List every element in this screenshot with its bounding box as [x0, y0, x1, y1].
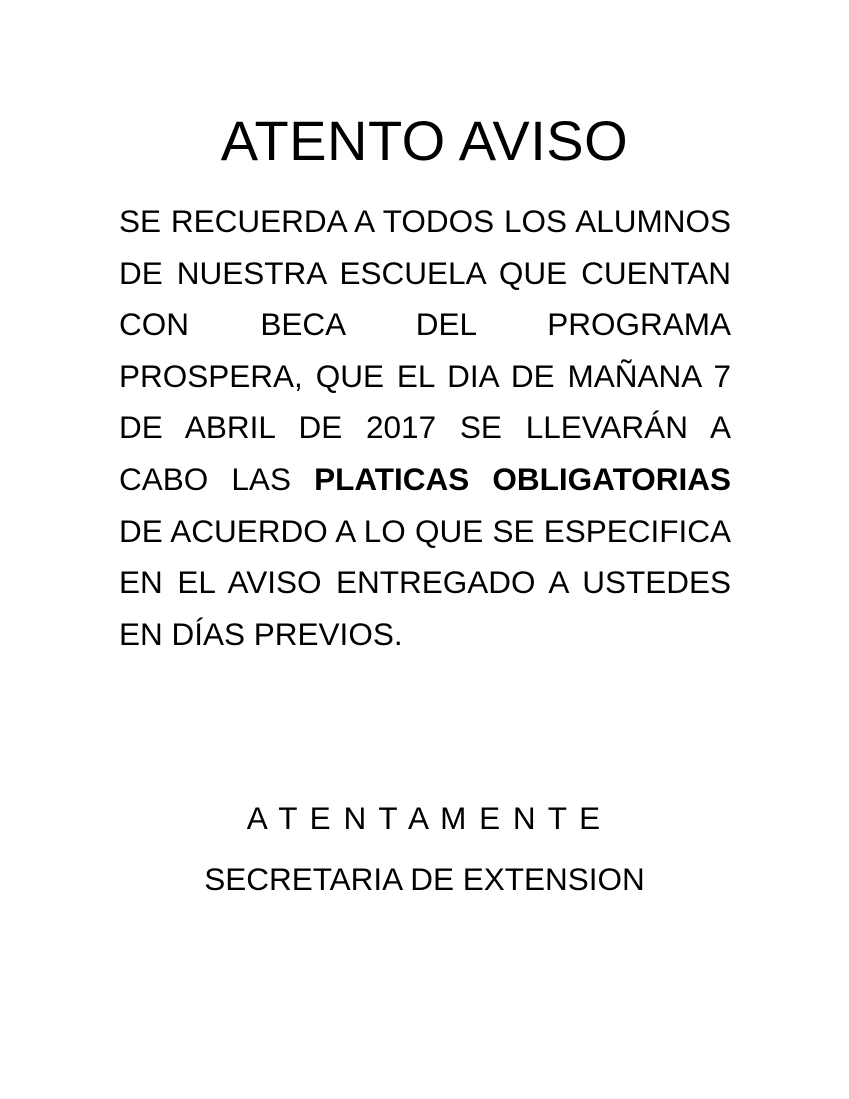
body-line-6	[119, 454, 731, 506]
mandatory-talks-emphasis: PLATICAS OBLIGATORIAS	[314, 460, 732, 497]
signature-department: SECRETARIA DE EXTENSION	[204, 861, 645, 897]
body-line-3: CON BECA DEL PROGRAMA	[119, 306, 731, 343]
notice-body	[119, 196, 731, 660]
body-line-4: PROSPERA, QUE EL DIA DE MAÑANA 7	[119, 357, 731, 394]
body-line-5: DE ABRIL DE 2017 SE LLEVARÁN A	[119, 409, 731, 446]
closing-salutation: A T E N T A M E N T E	[246, 800, 603, 836]
notice-title: ATENTO AVISO	[220, 109, 629, 172]
body-line-2: DE NUESTRA ESCUELA QUE CUENTAN	[119, 254, 731, 291]
body-line-1: SE RECUERDA A TODOS LOS ALUMNOS	[119, 203, 731, 239]
body-line-6-prefix: CABO LAS	[119, 460, 315, 497]
body-line-8: EN EL AVISO ENTREGADO A USTEDES	[119, 564, 731, 601]
body-line-9: EN DÍAS PREVIOS.	[119, 615, 403, 652]
body-line-7: DE ACUERDO A LO QUE SE ESPECIFICA	[119, 512, 731, 549]
